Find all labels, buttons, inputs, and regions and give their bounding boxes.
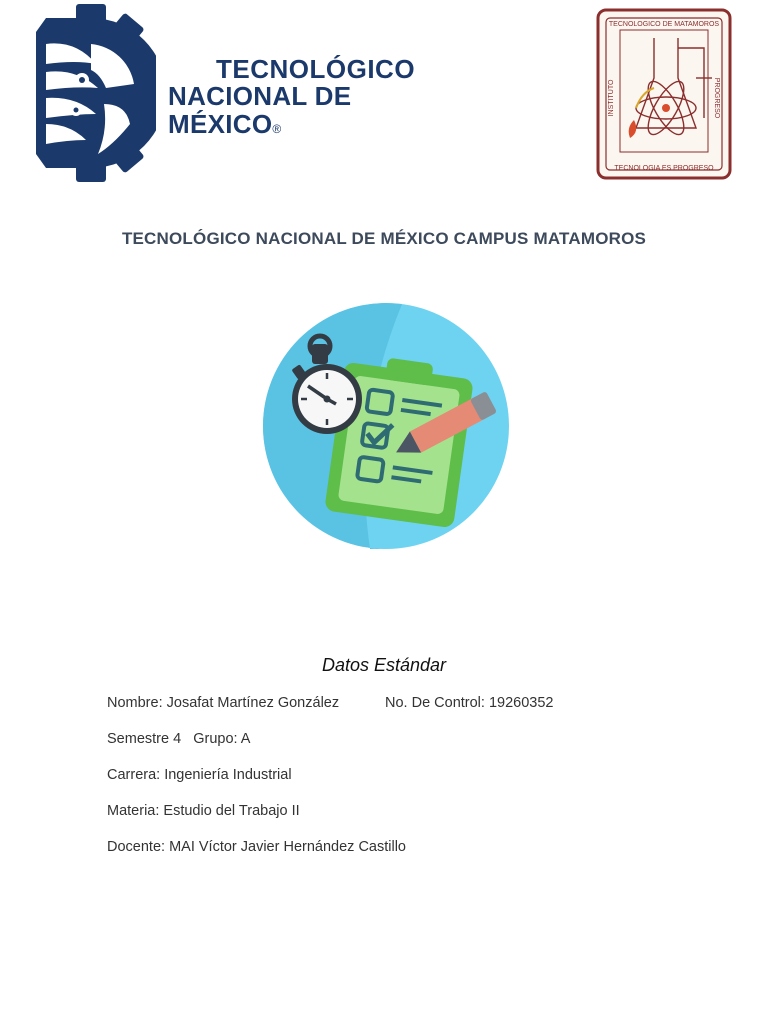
illustration xyxy=(262,298,510,554)
campus-title: TECNOLÓGICO NACIONAL DE MÉXICO CAMPUS MATAMOROS xyxy=(121,229,647,248)
field-semestre-grupo: Semestre 4 Grupo: A xyxy=(107,731,251,747)
field-carrera: Carrera: Ingeniería Industrial xyxy=(107,767,292,783)
registered-mark: ® xyxy=(272,121,282,136)
field-control: No. De Control: 19260352 xyxy=(385,695,554,711)
tecnm-gear-logo xyxy=(36,4,156,182)
tecnm-wordmark xyxy=(168,56,448,138)
itm-seal xyxy=(596,8,732,180)
logo-line2: NACIONAL DE MÉXICO xyxy=(168,81,352,139)
section-title: Datos Estándar xyxy=(321,655,447,675)
field-nombre: Nombre: Josafat Martínez González xyxy=(107,695,340,711)
seal-text-left: INSTITUTO xyxy=(608,79,615,117)
seal-text-right: PROGRESO xyxy=(713,77,720,119)
field-docente: Docente: MAI Víctor Javier Hernández Castillo xyxy=(107,839,406,855)
seal-text-bottom: TECNOLOGIA ES PROGRESO xyxy=(614,165,714,172)
field-materia: Materia: Estudio del Trabajo II xyxy=(107,803,300,819)
seal-text-top: TECNOLOGICO DE MATAMOROS xyxy=(608,21,720,28)
logo-line1: TECNOLÓGICO xyxy=(216,54,416,84)
